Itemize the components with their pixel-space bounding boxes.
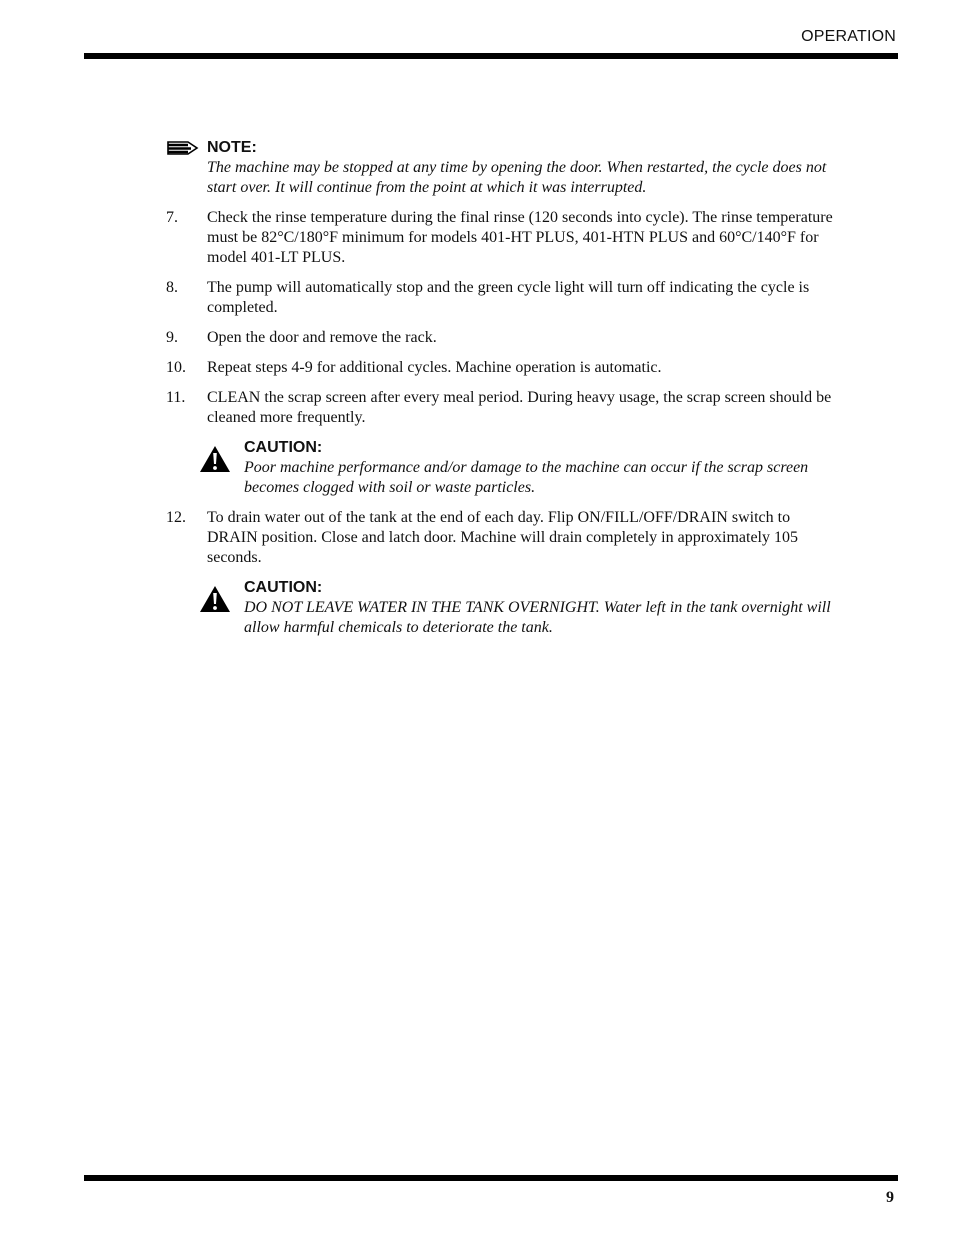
note-text: The machine may be stopped at any time by opening the door. When restarted, the cycle does not start over. It will continue from the point at which it was interrupted.: [207, 159, 827, 196]
step-number: 10.: [166, 359, 186, 376]
bottom-rule: [84, 1175, 898, 1181]
warning-triangle-icon: [199, 585, 231, 613]
list-item: [166, 358, 842, 378]
step-number: 9.: [166, 329, 178, 346]
top-rule: [84, 53, 898, 59]
step-text: The pump will automatically stop and the green cycle light will turn off indicating the cycle is completed.: [207, 279, 810, 316]
caution-title: CAUTION:: [244, 439, 323, 456]
page-number: 9: [886, 1189, 894, 1206]
note-pointer-icon: [166, 140, 200, 156]
step-text: Open the door and remove the rack.: [207, 329, 437, 346]
step-text: Check the rinse temperature during the final rinse (120 seconds into cycle). The rinse temperature must be 82°C/180°F minimum for models 401-HT PLUS, 401-HTN PLUS and 60°C/140°F for model 401-LT PLUS.: [207, 209, 833, 266]
caution-text: DO NOT LEAVE WATER IN THE TANK OVERNIGHT. Water left in the tank overnight will allow harmful chemicals to deteriorate the tank.: [244, 599, 831, 636]
list-item: [166, 508, 842, 568]
caution-callout: [166, 578, 842, 638]
section-header: OPERATION: [801, 28, 896, 45]
note-title: NOTE:: [207, 139, 257, 156]
caution-callout: [166, 438, 842, 498]
step-text: To drain water out of the tank at the end of each day. Flip ON/FILL/OFF/DRAIN switch to DRAIN position. Close and latch door. Machine will drain completely in approximately 105 seconds.: [207, 509, 798, 566]
page-content: [166, 138, 842, 648]
list-item: [166, 388, 842, 428]
note-callout: [166, 138, 842, 198]
step-number: 7.: [166, 209, 178, 226]
list-item: [166, 278, 842, 318]
warning-triangle-icon: [199, 445, 231, 473]
list-item: [166, 208, 842, 268]
list-item: [166, 328, 842, 348]
step-number: 12.: [166, 509, 186, 526]
step-number: 8.: [166, 279, 178, 296]
caution-text: Poor machine performance and/or damage to the machine can occur if the scrap screen becomes clogged with soil or waste particles.: [244, 459, 809, 496]
step-number: 11.: [166, 389, 186, 406]
step-text: Repeat steps 4-9 for additional cycles. Machine operation is automatic.: [207, 359, 662, 376]
step-text: CLEAN the scrap screen after every meal period. During heavy usage, the scrap screen should be cleaned more frequently.: [207, 389, 832, 426]
caution-title: CAUTION:: [244, 579, 323, 596]
